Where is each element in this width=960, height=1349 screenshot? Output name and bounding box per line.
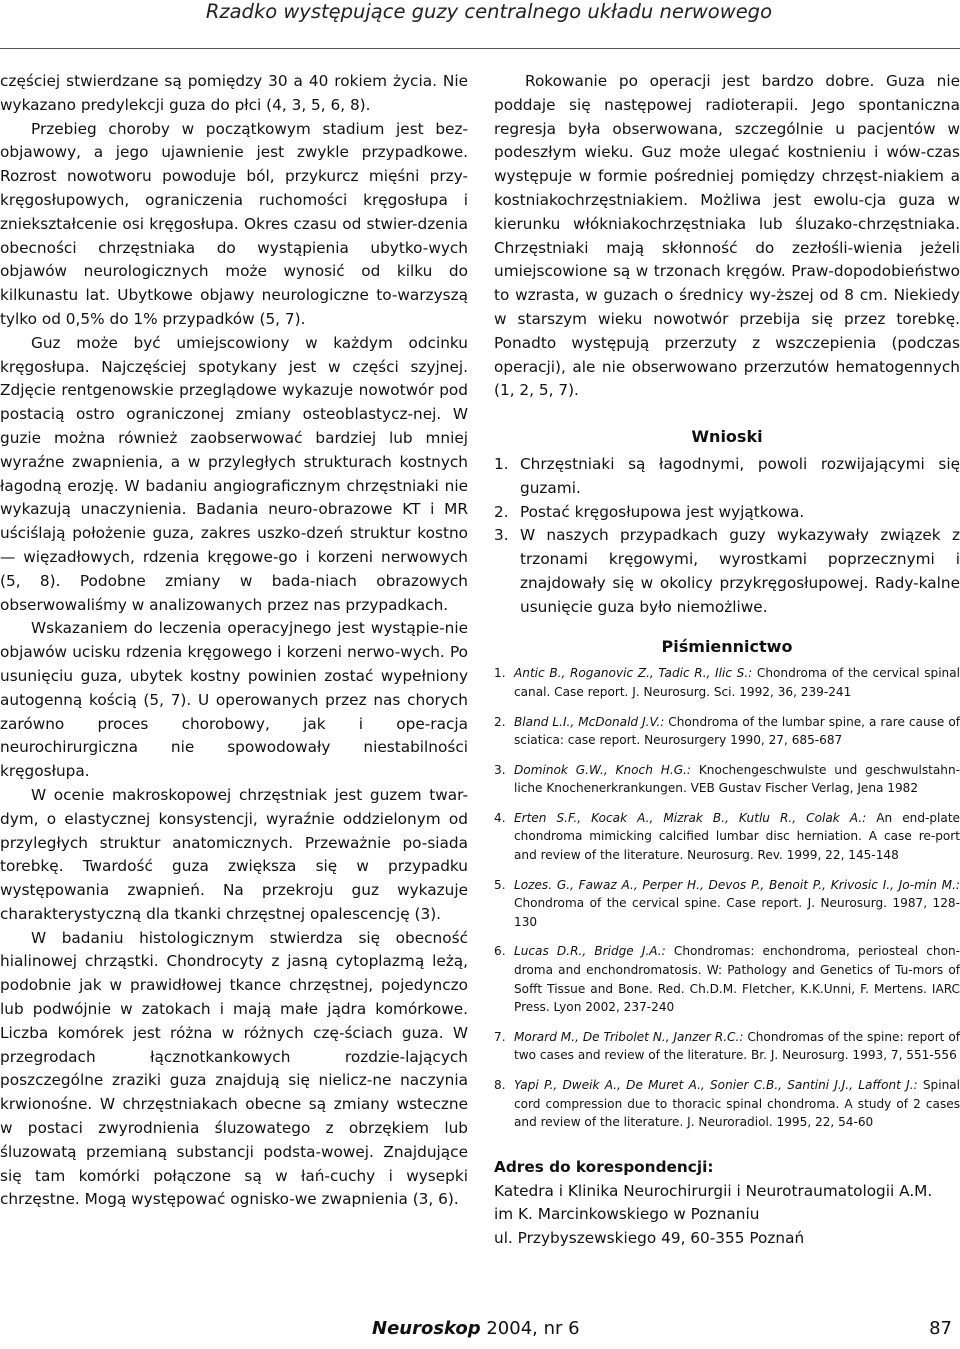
item-number: 2.	[494, 502, 509, 521]
reference-text: Chondroma of the cervical spine. Case report. J. Neurosurg. 1987, 128-130	[514, 896, 960, 929]
paragraph: W ocenie makroskopowej chrzęstniak jest guzem twar-dym, o elastycznej konsystencji, wyraźnie oddzielonym od przyległych struktur anatomicznych. Przeważnie po-siada torebkę. Twardość guza zwiększa się w przypadku występowania zwapnień. Na przekroju guz wykazuje charakterystyczną dla tkanki chrzęstnej opalescencję (3).	[0, 785, 468, 923]
reference-text: Chondroma of the lumbar spine, a rare cause of sciatica: case report. Neurosurgery 1990, 27, 685-687	[514, 714, 960, 748]
journal-issue: 2004, nr 6	[480, 1318, 580, 1339]
reference-number: 6.	[494, 944, 506, 959]
reference-authors: Lozes. G., Fawaz A., Perper H., Devos P., Benoit P., Krivosic I., Jo-min M.:	[514, 877, 960, 892]
reference-text: Chondromas of the spine: report of two cases and review of the literature. Br. J. Neurosurg. 1993, 7, 551-556	[514, 1029, 960, 1063]
address-line: ul. Przybyszewskiego 49, 60-355 Poznań	[494, 1229, 805, 1248]
paragraph: częściej stwierdzane są pomiędzy 30 a 40 rokiem życia. Nie wykazano predylekcji guza do płci (4, 3, 5, 6, 8).	[0, 72, 468, 114]
reference-item	[494, 1076, 960, 1132]
reference-text: Knochengeschwulste und geschwulstahn-liche Knochenerkrankungen. VEB Gustav Fischer Verlag, Jena 1982	[514, 762, 960, 796]
reference-number: 3.	[494, 762, 506, 777]
item-number: 1.	[494, 454, 509, 473]
reference-number: 1.	[494, 666, 506, 681]
paragraph: Przebieg choroby w początkowym stadium jest bez-objawowy, a jego ujawnienie jest zwykle przypadkowe. Rozrost nowotworu powoduje ból, przykurcz mięśni przy-kręgosłupowych, ograniczenia ruchomości kręgosłupa i zniekształcenie osi kręgosłupa. Okres czasu od stwier-dzenia obecności chrzęstniaka do wystąpienia ubytko-wych objawów neurologicznych może wynosić od kilku do kilkunastu lat. Ubytkowe objawy neurologiczne to-warzyszą tylko od 0,5% do 1% przypadków (5, 7).	[0, 119, 468, 328]
reference-number: 7.	[494, 1029, 506, 1044]
reference-text: Chondroma of the cervical spinal canal. Case report. J. Neurosurg. Sci. 1992, 36, 239-241	[514, 666, 960, 699]
item-text: Chrzęstniaki są łagodnymi, powoli rozwijającymi się guzami.	[520, 454, 960, 497]
address-line: Katedra i Klinika Neurochirurgii i Neurotraumatologii A.M.	[494, 1181, 933, 1200]
reference-text: Spinal cord compression due to thoracic spinal chondroma. A study of 2 cases and review of the literature. J. Neuroradiol. 1995, 22, 54-60	[514, 1078, 960, 1130]
paragraph: Rokowanie po operacji jest bardzo dobre. Guza nie poddaje się następowej radioterapii. Jego spontaniczna regresja była obserwowana, szczególnie u pacjentów w podeszłym wieku. Guz może ulegać kostnieniu i wów-czas występuje w formie pośredniej pomiędzy chrzęst-niakiem a kostniakochrzęstniakiem. Możliwa jest ewolu-cja guza w kierunku włókniakochrzęstniaka lub śluzako-chrzęstniaka. Chrzęstniaki mają skłonność do zezłośli-wienia jeżeli umiejscowione są w trzonach kręgów. Praw-dopodobieństwo to wzrasta, w guzach o średnicy wy-ższej od 8 cm. Niekiedy w starszym wieku nowotwór przebija się przez torebkę. Ponadto występują przerzuty z wszczepienia (podczas operacji), ale nie obserwowano przerzutów hematogennych (1, 2, 5, 7).	[494, 72, 960, 400]
references-heading: Piśmiennictwo	[661, 636, 793, 656]
reference-authors: Dominok G.W., Knoch H.G.:	[514, 762, 691, 777]
reference-authors: Erten S.F., Kocak A., Mizrak B., Kutlu R., Colak A.:	[514, 810, 867, 825]
list-item	[494, 524, 960, 619]
left-column	[0, 70, 468, 1212]
header-title: Rzadko występujące guzy centralnego układu nerwowego	[205, 0, 772, 23]
list-item	[494, 453, 960, 501]
reference-authors: Lucas D.R., Bridge J.A.:	[514, 944, 666, 959]
reference-number: 5.	[494, 877, 506, 892]
right-column	[494, 70, 960, 1251]
item-text: Postać kręgosłupowa jest wyjątkowa.	[520, 502, 805, 521]
references-list	[494, 664, 960, 1131]
running-header	[0, 0, 960, 49]
paragraph: Guz może być umiejscowiony w każdym odcinku kręgosłupa. Najczęściej spotykany jest w części szyjnej. Zdjęcie rentgenowskie przeglądowe wykazuje nowotwór pod postacią ostro ograniczonej zmiany osteoblastycz-nej. W guzie można również zaobserwować bardziej lub mniej wyraźne zwapnienia, a w przyległych strukturach kostnych łagodną erozję. W badaniu angiograficznym chrzęstniaki nie wykazują unaczynienia. Badania neuro-obrazowe KT i MR uściślają położenie guza, zakres uszko-dzeń struktur kostno — więzadłowych, rdzenia kręgowe-go i korzeni nerwowych (5, 8). Podobne zmiany w bada-niach obrazowych obserwowaliśmy w analizowanych przez nas przypadkach.	[0, 333, 468, 614]
list-item	[494, 501, 960, 525]
paragraph: Wskazaniem do leczenia operacyjnego jest wystąpie-nie objawów ucisku rdzenia kręgowego i korzeni nerwo-wych. Po usunięciu guza, ubytek kostny powinien zostać wypełniony autogenną kością (5, 7). U operowanych przez nas chorych zarówno proces chorobowy, jak i ope-racja neurochirurgiczna nie spowodowały niestabilności kręgosłupa.	[0, 619, 468, 781]
page-number: 87	[929, 1318, 952, 1339]
reference-item	[494, 876, 960, 932]
reference-item	[494, 664, 960, 701]
reference-authors: Antic B., Roganovic Z., Tadic R., Ilic S.:	[514, 666, 753, 681]
reference-number: 8.	[494, 1078, 506, 1093]
reference-authors: Bland L.I., McDonald J.V.:	[514, 714, 665, 729]
item-text: W naszych przypadkach guzy wykazywały związek z trzonami kręgowymi, wyrostkami poprzecznymi i znajdowały się w okolicy przykręgosłupowej. Rady-kalne usunięcie guza było niemożliwe.	[520, 526, 960, 616]
journal-name: Neuroskop	[372, 1318, 481, 1339]
conclusions-heading: Wnioski	[691, 427, 763, 447]
reference-authors: Morard M., De Tribolet N., Janzer R.C.:	[514, 1029, 744, 1044]
address-line: im K. Marcinkowskiego w Poznaniu	[494, 1205, 760, 1224]
journal-citation	[372, 1318, 580, 1339]
reference-number: 4.	[494, 810, 506, 825]
reference-item	[494, 761, 960, 798]
address-heading: Adres do korespondencji:	[494, 1157, 714, 1176]
reference-item	[494, 942, 960, 1016]
reference-authors: Yapi P., Dweik A., De Muret A., Sonier C.B., Santini J.J., Laffont J.:	[514, 1078, 918, 1093]
reference-item	[494, 1028, 960, 1065]
item-number: 3.	[494, 526, 509, 545]
reference-text: An end-plate chondroma mimicking calcified lumbar disc herniation. A case re-port and review of the literature. Neurosurg. Rev. 1999, 22, 145-148	[514, 810, 960, 863]
reference-number: 2.	[494, 714, 506, 729]
page-footer	[0, 1318, 960, 1349]
conclusions-list	[494, 453, 960, 620]
paragraph: W badaniu histologicznym stwierdza się obecność hialinowej chrząstki. Chondrocyty z jasną cytoplazmą leżą, podobnie jak w prawidłowej tkance chrzęstnej, pojedynczo lub podwójnie w zatokach i mają małe jądra komórkowe. Liczba komórek jest różna w różnych czę-ściach guza. W przegrodach łącznotkankowych rozdzie-lających poszczególne zraziki guza znajdują się nielicz-ne naczynia krwionośne. W chrzęstniakach obecne są zmiany wsteczne w postaci zwyrodnienia śluzowatego z obrzękiem lub śluzowatą przemianą substancji podsta-wowej. Znajdujące się tam komórki połączone są w łań-cuchy i wysepki chrzęstne. Mogą występować ognisko-we zwapnienia (3, 6).	[0, 928, 468, 1209]
reference-item	[494, 713, 960, 750]
reference-text: Chondromas: enchondroma, periosteal chon-droma and enchondromatosis. W: Pathology and Genetics of Tu-mors of Sofft Tissue and Bone. Red. Ch.D.M. Fletcher, K.K.Unni, F. Mertens. IARC Press. Lyon 2002, 237-240	[514, 944, 960, 1015]
reference-item	[494, 809, 960, 865]
